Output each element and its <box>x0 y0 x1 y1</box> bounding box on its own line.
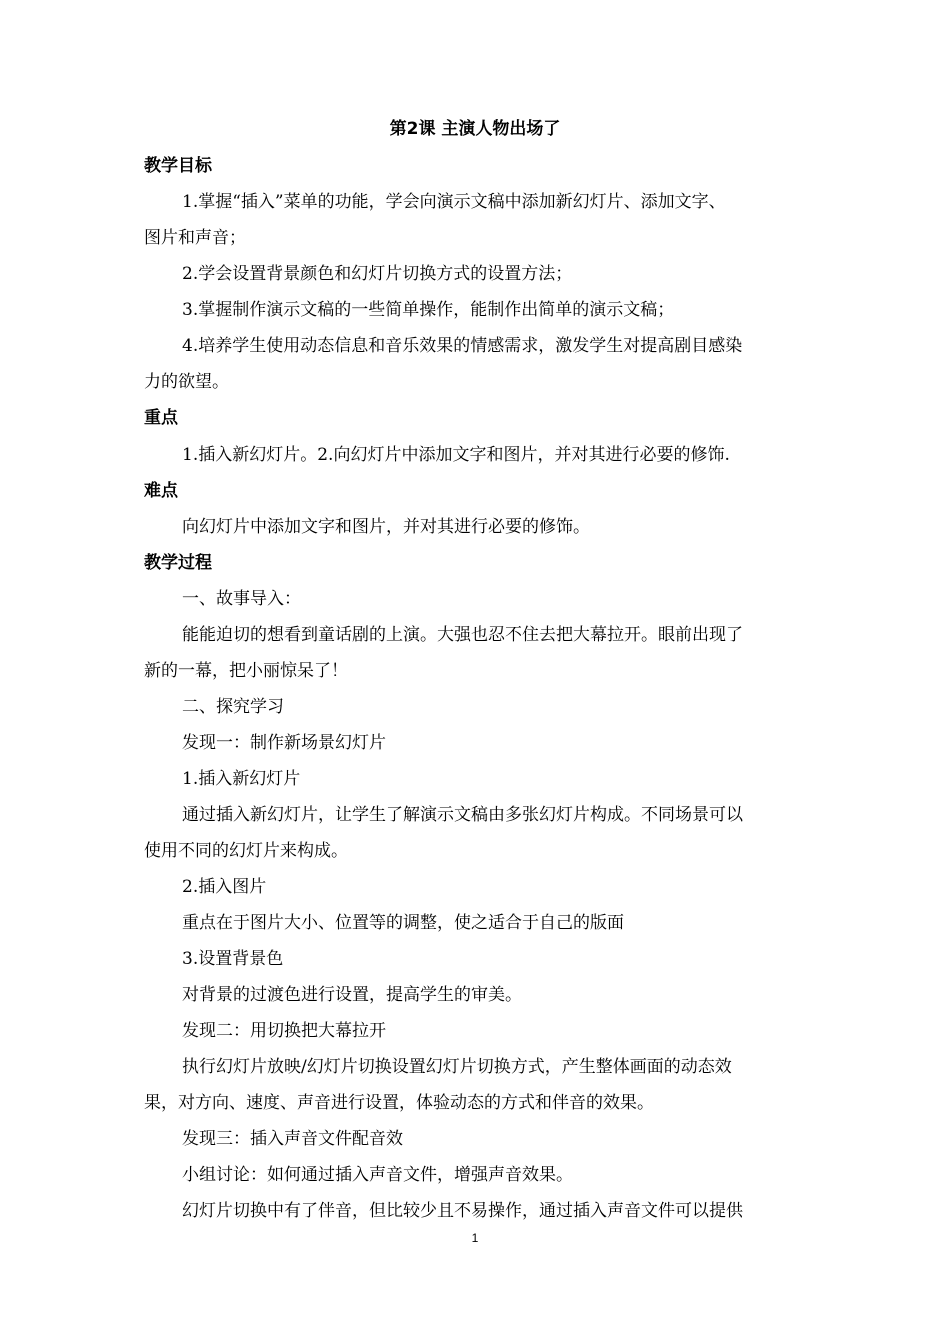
objectives-heading: 教学目标 <box>144 156 212 176</box>
step-2-text: 重点在于图片大小、位置等的调整，使之适合于自己的版面 <box>182 913 624 933</box>
page-number: 1 <box>471 1231 479 1245</box>
key-points-heading: 重点 <box>144 408 178 428</box>
discovery-1-title: 发现一：制作新场景幻灯片 <box>182 733 386 753</box>
step-3-title: 3.设置背景色 <box>182 949 284 969</box>
step-3-text: 对背景的过渡色进行设置，提高学生的审美。 <box>182 985 522 1005</box>
difficulties-heading: 难点 <box>144 481 178 501</box>
key-points-text: 1.插入新幻灯片。2.向幻灯片中添加文字和图片，并对其进行必要的修饰. <box>182 445 730 465</box>
section-1-text-line-1: 能能迫切的想看到童话剧的上演。大强也忍不住去把大幕拉开。眼前出现了 <box>182 625 743 645</box>
objective-3: 3.掌握制作演示文稿的一些简单操作，能制作出简单的演示文稿； <box>182 300 675 320</box>
discovery-2-text-line-1: 执行幻灯片放映/幻灯片切换设置幻灯片切换方式，产生整体画面的动态效 <box>182 1057 732 1077</box>
section-1-text-line-2: 新的一幕，把小丽惊呆了！ <box>144 661 348 681</box>
step-1-text-line-2: 使用不同的幻灯片来构成。 <box>144 841 348 861</box>
step-1-title: 1.插入新幻灯片 <box>182 769 301 789</box>
discovery-3-text-line-1: 幻灯片切换中有了伴音，但比较少且不易操作，通过插入声音文件可以提供 <box>182 1201 743 1221</box>
objective-1-line-1: 1.掌握“插入”菜单的功能，学会向演示文稿中添加新幻灯片、添加文字、 <box>182 192 726 212</box>
difficulties-text: 向幻灯片中添加文字和图片，并对其进行必要的修饰。 <box>182 517 590 537</box>
process-heading: 教学过程 <box>144 553 212 573</box>
objective-1-line-2: 图片和声音； <box>144 228 246 248</box>
objective-4-line-2: 力的欲望。 <box>144 372 229 392</box>
step-2-title: 2.插入图片 <box>182 877 267 897</box>
section-1-title: 一、故事导入： <box>182 589 301 609</box>
document-title: 第2课 主演人物出场了 <box>389 119 561 139</box>
discovery-2-text-line-2: 果，对方向、速度、声音进行设置，体验动态的方式和伴音的效果。 <box>144 1093 654 1113</box>
step-1-text-line-1: 通过插入新幻灯片，让学生了解演示文稿由多张幻灯片构成。不同场景可以 <box>182 805 743 825</box>
objective-2: 2.学会设置背景颜色和幻灯片切换方式的设置方法； <box>182 264 573 284</box>
objective-4-line-1: 4.培养学生使用动态信息和音乐效果的情感需求，激发学生对提高剧目感染 <box>182 336 743 356</box>
discovery-2-title: 发现二：用切换把大幕拉开 <box>182 1021 386 1041</box>
section-2-title: 二、探究学习 <box>182 697 284 717</box>
group-discussion: 小组讨论：如何通过插入声音文件，增强声音效果。 <box>182 1165 573 1185</box>
discovery-3-title: 发现三：插入声音文件配音效 <box>182 1129 403 1149</box>
